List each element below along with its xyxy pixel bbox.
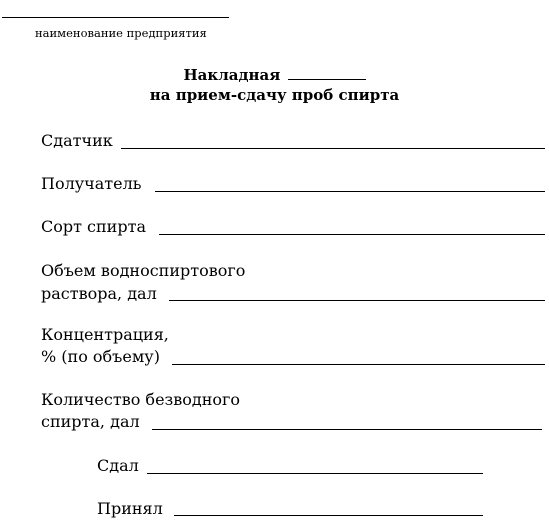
recipient-field-line [155, 191, 545, 192]
concentration-label-line-2: % (по объему) [41, 347, 160, 366]
recipient-label: Получатель [41, 174, 142, 193]
accepted-signature-line [174, 515, 483, 516]
anhydrous-label-line-2: спирта, дал [41, 412, 140, 431]
handed-over-label: Сдал [97, 456, 139, 475]
volume-label-line-1: Объем водноспиртового [41, 261, 246, 280]
enterprise-name-line [2, 17, 229, 18]
waybill-number-blank [288, 67, 366, 80]
handed-over-signature-line [147, 473, 483, 474]
sender-field-line [121, 148, 545, 149]
accepted-label: Принял [97, 499, 163, 518]
sender-label: Сдатчик [41, 131, 113, 150]
concentration-field-line [172, 364, 545, 365]
enterprise-caption: наименование предприятия [35, 26, 207, 40]
anhydrous-label-line-1: Количество безводного [41, 390, 241, 409]
title-line-1 [0, 65, 549, 85]
anhydrous-field-line [152, 429, 542, 430]
title-text: Накладная [183, 66, 281, 84]
grade-label: Сорт спирта [41, 217, 146, 236]
title-line-2: на прием-сдачу проб спирта [149, 86, 400, 104]
volume-label-line-2: раствора, дал [41, 284, 157, 303]
document-title [0, 65, 549, 105]
grade-field-line [159, 234, 545, 235]
concentration-label-line-1: Концентрация, [41, 325, 169, 344]
volume-field-line [169, 300, 545, 301]
